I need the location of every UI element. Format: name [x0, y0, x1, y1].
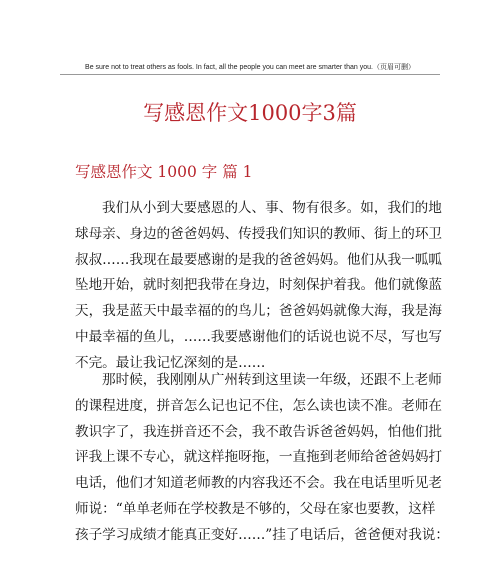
paragraph-line: 评我上课不专心，就这样拖呀拖，一直拖到老师给爸爸妈妈打	[75, 449, 443, 466]
section-heading: 写感恩作文 1000 字 篇 1	[75, 163, 253, 181]
paragraph-line: 不完。最让我记忆深刻的是……	[75, 354, 266, 371]
paragraph-line: 天，我是蓝天中最幸福的的鸟儿；爸爸妈妈就像大海，我是海	[75, 303, 443, 320]
paragraph-line: 的课程进度，拼音怎么记也记不住，怎么读也读不准。老师在	[75, 397, 443, 414]
paragraph-1	[75, 196, 443, 377]
paragraph-line: 球母亲、身边的爸爸妈妈、传授我们知识的教师、街上的环卫	[75, 225, 443, 242]
paragraph-line: 教识字了，我连拼音还不会，我不敢告诉爸爸妈妈，怕他们批	[75, 423, 443, 440]
paragraph-line: 电话，他们才知道老师教的内容我还不会。我在电话里听见老	[75, 475, 443, 492]
header-divider	[60, 74, 440, 75]
page-header-note: Be sure not to treat others as fools. In fact, all the people you can meet are smarter than you.（页眉可删）	[85, 64, 415, 71]
paragraph-line: 坠地开始，就时刻把我带在身边，时刻保护着我。他们就像蓝	[75, 277, 443, 294]
paragraph-line: 中最幸福的鱼儿，……我要感谢他们的话说也说不尽，写也写	[75, 328, 443, 345]
paragraph-line: 孩子学习成绩才能真正变好……”挂了电话后，爸爸便对我说：	[75, 526, 449, 543]
paragraph-line: 我们从小到大要感恩的人、事、物有很多。如，我们的地	[102, 200, 442, 216]
paragraph-line: 师说：“单单老师在学校教是不够的，父母在家也要教，这样	[75, 500, 436, 517]
document-title: 写感恩作文1000字3篇	[143, 101, 357, 125]
paragraph-2	[75, 368, 449, 549]
paragraph-line: 叔叔……我现在最要感谢的是我的爸爸妈妈。他们从我一呱呱	[75, 251, 443, 268]
paragraph-line: 那时候，我刚刚从广州转到这里读一年级，还跟不上老师	[102, 372, 442, 388]
